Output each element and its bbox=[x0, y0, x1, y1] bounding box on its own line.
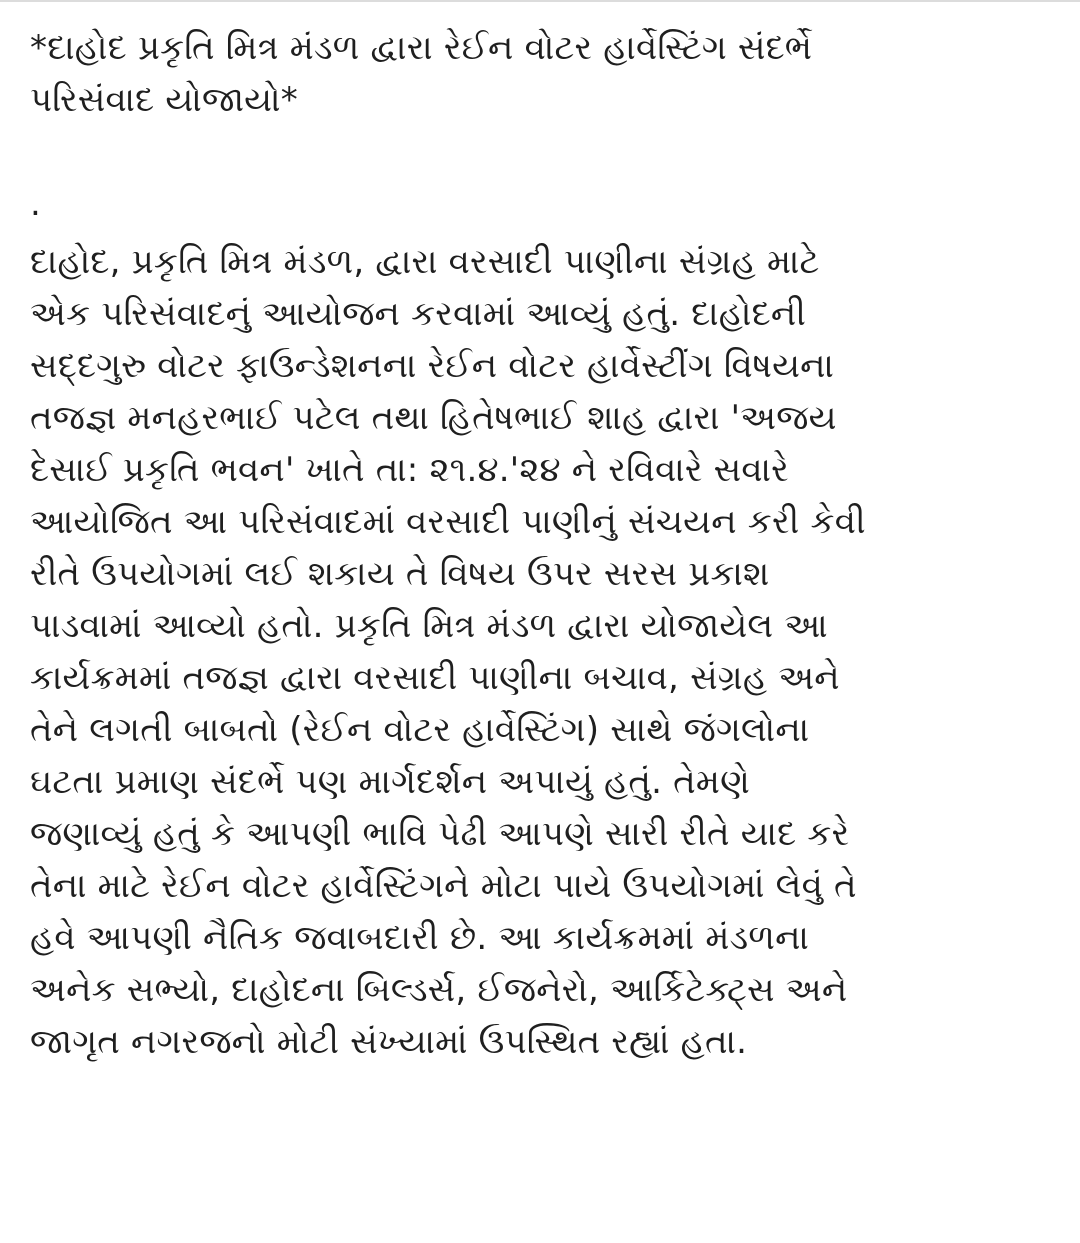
separator-dot: . bbox=[30, 184, 42, 224]
blank-line bbox=[30, 126, 1060, 178]
body-line-9: કાર્યક્રમમાં તજજ્ઞ દ્વારા વરસાદી પાણીના બચાવ, સંગ્રહ અને bbox=[30, 658, 840, 698]
body-line-8: પાડવામાં આવ્યો હતો. પ્રકૃતિ મિત્ર મંડળ દ્વારા યોજાયેલ આ bbox=[30, 606, 828, 646]
body-line-4: તજજ્ઞ મનહરભાઈ પટેલ તથા હિતેષભાઈ શાહ દ્વારા 'અજય bbox=[30, 398, 837, 438]
body-line-3: સદ્દગુરુ વોટર ફાઉન્ડેશનના રેઈન વોટર હાર્વેસ્ટીંગ વિષયના bbox=[30, 346, 835, 386]
body-line-1: દાહોદ, પ્રકૃતિ મિત્ર મંડળ, દ્વારા વરસાદી પાણીના સંગ્રહ માટે bbox=[30, 242, 820, 282]
body-line-2: એક પરિસંવાદનું આયોજન કરવામાં આવ્યું હતું. દાહોદની bbox=[30, 294, 807, 334]
body-line-16: જાગૃત નગરજનો મોટી સંખ્યામાં ઉપસ્થિત રહ્યાં હતા. bbox=[30, 1022, 748, 1062]
body-line-13: તેના માટે રેઈન વોટર હાર્વેસ્ટિંગને મોટા પાયે ઉપયોગમાં લેવું તે bbox=[30, 866, 857, 906]
body-line-12: જણાવ્યું હતું કે આપણી ભાવિ પેઢી આપણે સારી રીતે યાદ કરે bbox=[30, 814, 850, 854]
message-text bbox=[30, 22, 1060, 1068]
body-line-5: દેસાઈ પ્રકૃતિ ભવન' ખાતે તા: ૨૧.૪.'૨૪ ને રવિવારે સવારે bbox=[30, 450, 789, 490]
headline-line-1: *દાહોદ પ્રકૃતિ મિત્ર મંડળ દ્વારા રેઈન વોટર હાર્વેસ્ટિંગ સંદર્ભે bbox=[30, 28, 813, 68]
body-line-10: તેને લગતી બાબતો (રેઈન વોટર હાર્વેસ્ટિંગ) સાથે જંગલોના bbox=[30, 710, 810, 750]
body-line-7: રીતે ઉપયોગમાં લઈ શકાય તે વિષય ઉપર સરસ પ્રકાશ bbox=[30, 554, 770, 594]
body-line-15: અનેક સભ્યો, દાહોદના બિલ્ડર્સ, ઈજનેરો, આર્કિટેક્ટ્સ અને bbox=[30, 970, 848, 1010]
body-line-11: ઘટતા પ્રમાણ સંદર્ભે પણ માર્ગદર્શન અપાયું હતું. તેમણે bbox=[30, 762, 750, 802]
body-line-6: આયોજિત આ પરિસંવાદમાં વરસાદી પાણીનું સંચયન કરી કેવી bbox=[30, 502, 866, 542]
headline-line-2: પરિસંવાદ યોજાયો* bbox=[30, 80, 298, 120]
top-divider bbox=[0, 0, 1080, 2]
body-line-14: હવે આપણી નૈતિક જવાબદારી છે. આ કાર્યક્રમમાં મંડળના bbox=[30, 918, 809, 958]
